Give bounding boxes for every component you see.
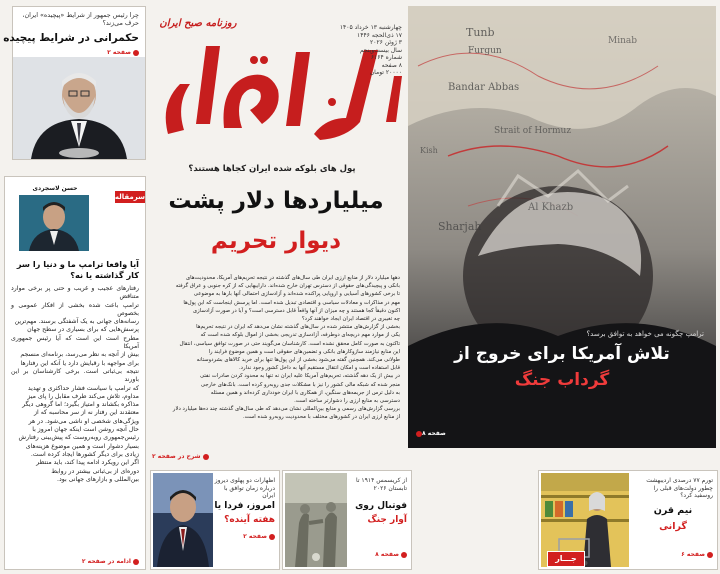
football-photo: [285, 473, 347, 567]
story-headline-2: آوار جنگ: [367, 515, 407, 525]
page-dot-icon: [133, 559, 139, 565]
story-headline: نیم قرن: [653, 505, 693, 516]
story-headline: فوتبال روی: [355, 501, 407, 511]
story-kicker: از کریسمس ۱۹۱۴ تا تابستان ۲۰۲۶: [356, 477, 407, 492]
editorial-column[interactable]: [4, 176, 146, 570]
story-headline-2: هفته آینده؟: [224, 515, 275, 525]
page-ref: صفحه ۲: [243, 533, 275, 540]
column-continue[interactable]: ادامه در صفحه ۲: [82, 558, 139, 565]
main-story[interactable]: [150, 162, 404, 462]
map-label: Bandar Abbas: [448, 82, 520, 93]
story-headline-2: گرانی: [659, 521, 687, 532]
page-dot-icon: [707, 552, 713, 558]
map-label: Sharjah: [438, 220, 482, 233]
bottom-story-rubio[interactable]: [150, 470, 280, 570]
main-body: دهها میلیارد دلار از منابع ارزی ایران طی سال‌های گذشته در نتیجه تحریم‌های آمریکا، محدودیت‌های بانکی و پیچیدگی‌های حقوقی از دسترس تهران خارج شده‌اند. داراییهایی که از کره جنوبی و عراق گرفته تا برخی کشورهای آسیایی و اروپایی پراکنده شده‌اند و آزادسازی احتمالی آنها بارها به موضوعی مهم در مذاکرات و معادلات سیاسی و اقتصادی تبدیل شده است. اما پرسش اینجاست که این پول‌ها اکنون دقیقاً کجا هستند و چه میزان از آنها واقعاً قابل دسترسی است؟ و آیا در صورت آزادسازی چه تغییری در اقتصاد ایران ایجاد خواهند کرد؟ بخشی از گزارش‌های منتشر شده در سال‌های گذشته نشان می‌دهد که ایران در نتیجه تحریم‌ها یکی از موارد مهم دریچه‌ای دوطرفه، آزادسازی تدریجی بخشی از اموال بلوکه شده است که تاکنون به صورت کامل محقق نشده است. کارشناسان می‌گویند حتی در صورت توافق سیاسی، انتقال این منابع نیازمند سازوکارهای بانکی و تضمین‌های حقوقی است و همین موضوع فرایند را طولانی می‌کند. همچنین گفته می‌شود بخشی از این پول‌ها تنها برای خرید کالاهای بشردوستانه قابل استفاده است و امکان انتقال مستقیم آنها به داخل کشور وجود ندارد. در بیش از یک دهه گذشته، تحریم‌های آمریکا علیه ایران نه تنها به محدود کردن صادرات نفتی منجر شده که شبکه مالی کشور را نیز با مشکلات جدی روبه‌رو کرده است. بانک‌های خارجی به دلیل ترس از جریمه‌های سنگین، از همکاری با ایران خودداری کرده‌اند و همین مسئله دسترسی به منابع ارزی را دشوارتر ساخته است. بررسی گزارش‌های رسمی و منابع بین‌المللی نشان می‌دهد که طی سال‌های گذشته چند ده‌ها میلیارد دلار از منابع ارزی ایران در کشورهای مختلف با محدودیت روبه‌رو شده است.: [172, 275, 400, 421]
page-ref: صفحه ۲: [107, 49, 139, 56]
story-kicker: چرا رئیس جمهور از شرایط «پیچیده» ایران، حرف می‌زند؟: [22, 11, 139, 27]
column-body: رفتارهای عجیب و غریب و حتی پر برخی موارد متناقض ترامپ باعث شده بخشی از افکار عمومی و بخصوص رسانه‌های جهانی به یک آشفتگی برسند. مهم‌ترین پرسش‌هایی که برای بسیاری در سطح جهان مطرح است این است که آیا رئیس جمهوری آمریکا بیش از آنچه به نظر می‌رسد، برنامه‌ای منسجم برای مواجهه با رقبایش دارد یا آنکه این رفتارها نتیجه بی‌ثباتی است. برخی کارشناسان بر این باورند که ترامپ با سیاست فشار حداکثری و تهدید مداوم، تلاش می‌کند طرف مقابل را پای میز مذاکره بکشاند و امتیاز بگیرد؛ اما گروهی دیگر معتقدند این رفتار نه از سر محاسبه که از ویژگی‌های شخصی او ناشی می‌شود. در هر حال آنچه روشن است اینکه جهان امروز با رئیس‌جمهوری روبه‌روست که پیش‌بینی رفتارش بسیار دشوار است و همین موضوع هزینه‌های زیادی برای دیگر کشورها ایجاد کرده است. اگر این رویکرد ادامه پیدا کند، باید منتظر دوره‌ای از بی‌ثباتی بیشتر در روابط بین‌المللی و بازارهای جهانی بود.: [11, 285, 139, 483]
left-top-story[interactable]: [3, 6, 146, 160]
map-label: Minab: [608, 36, 638, 46]
feature-page-ref[interactable]: صفحه ۸: [414, 430, 446, 437]
masthead: [150, 6, 404, 162]
map-label: Tunb: [466, 26, 495, 39]
page-dot-icon: [401, 552, 407, 558]
story-headline: حکمرانی در شرایط پیچیده: [3, 32, 139, 44]
main-headline-1: میلیاردها دلار پشت: [168, 188, 384, 214]
main-headline-2: دیوار تحریم: [210, 228, 342, 254]
page-ref: صفحه ۸: [375, 551, 407, 558]
map-label: Kish: [420, 146, 438, 155]
rubio-photo: [153, 473, 213, 567]
issue-info: چهارشنبه ۱۳ خرداد ۱۴۰۵ ۱۷ ذی‌الحجه ۱۴۴۶ ۳ ژوئن ۲۰۲۶ سال بیست‌وپنجم شماره ۶۱۶۴ ۸ صفحه ۲۰۰۰۰ تومان: [339, 24, 402, 76]
column-author: حسن لاسجردی: [32, 185, 78, 192]
map-label: Furgun: [468, 46, 502, 56]
main-continue[interactable]: شرح در صفحه ۲: [152, 453, 209, 460]
page-dot-icon: [203, 454, 209, 460]
map-label: Al Khazb: [528, 202, 574, 213]
feature-photo-story[interactable]: [408, 6, 716, 448]
story-headline: امروز، فردا یا: [214, 501, 275, 511]
bottom-story-football[interactable]: [282, 470, 412, 570]
bottom-story-inflation[interactable]: [538, 470, 718, 570]
map-label: Strait of Hormuz: [494, 126, 572, 136]
masthead-subtitle: روزنامه صبح ایران: [159, 18, 237, 29]
story-kicker: تورم ۷۷ درصدی اردیبهشت چطور دولت‌های قبلی را روسفید کرد؟: [646, 477, 713, 499]
column-label: سرمقاله: [114, 193, 145, 201]
page-dot-icon: [133, 50, 139, 56]
page-ref: صفحه ۶: [681, 551, 713, 558]
feature-headline-2: گرداب جنگ: [514, 370, 610, 390]
main-kicker: پول های بلوکه شده ایران کجاها هستند؟: [188, 164, 356, 174]
stamp-label: جـــار: [547, 551, 585, 567]
feature-caption: ترامپ چگونه می خواهد به توافق برسد؟: [586, 330, 704, 338]
feature-headline-1: تلاش آمریکا برای خروج از: [454, 344, 670, 364]
story-kicker: اظهارات دو پهلوی دیروز درباره زمان توافق با ایران: [214, 477, 275, 499]
column-title: آیا واقعا ترامپ ما و دنیا را سر کار گذاشته یا نه؟: [16, 259, 139, 280]
author-photo: [19, 195, 89, 251]
president-photo: [13, 57, 145, 159]
page-dot-icon: [269, 534, 275, 540]
